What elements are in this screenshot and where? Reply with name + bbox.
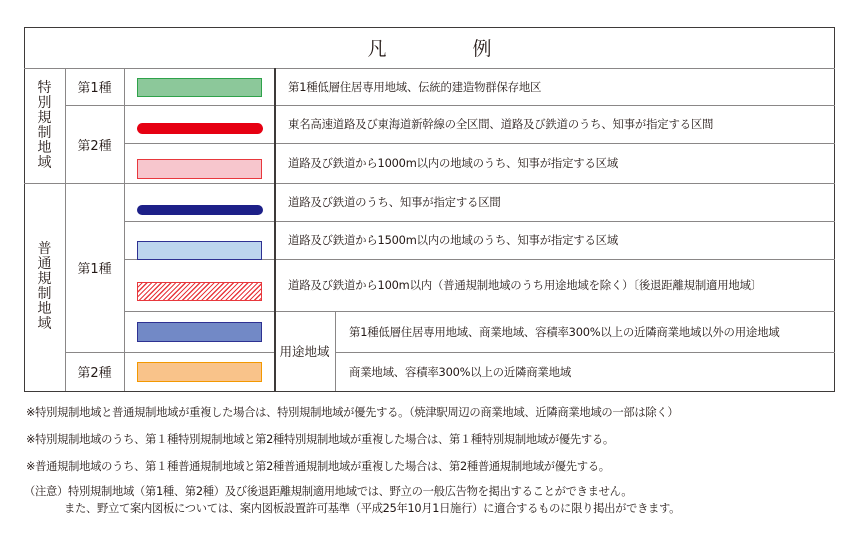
group-label-char: 地 [37,301,52,317]
navy-line-swatch [137,205,263,215]
light-blue-box-swatch [137,241,262,260]
type-label: 第2種 [77,138,112,154]
group-label-char: 域 [37,154,52,171]
type-label: 第1種 [77,81,112,96]
orange-box-swatch [137,362,262,382]
note-line: ※特別規制地域のうち、第１種特別規制地域と第2種特別規制地域が重複した場合は、第１種特別規制地域が優先する。 [26,433,614,446]
legend-description: 第1種低層住居専用地域、商業地域、容積率300%以上の近隣商業地域以外の用途地域 [349,324,780,339]
subgroup-label-youto: 用途地域 [279,344,330,359]
type-label: 第1種 [77,262,112,277]
pink-box-swatch [137,159,262,179]
group-label-special [24,68,65,183]
group-label-normal [24,183,65,391]
title-char-1: 凡 [367,38,387,60]
green-box-swatch [137,78,262,97]
group-label-char: 普 [37,241,52,257]
group-label-char: 制 [37,124,52,141]
divider [124,68,125,391]
group-label-char: 特 [37,79,52,96]
red-line-swatch [137,123,263,134]
group-label-char: 域 [37,316,52,332]
red-hatched-box-swatch [137,282,262,301]
legend-description: 道路及び鉄道から1000m以内の地域のうち、知事が指定する区域 [288,156,619,170]
legend-description: 道路及び鉄道から100m以内（普通規制地域のうち用途地域を除く）〔後退距離規制適用地域〕 [288,278,762,292]
group-label-char: 制 [37,286,52,302]
blue-box-swatch [137,322,262,342]
group-label-char: 規 [37,271,52,287]
group-label-char: 別 [37,94,52,111]
caution-line: （注意）特別規制地域（第1種、第2種）及び後退距離規制適用地域では、野立の一般広告物を掲出することができません。 [24,485,633,498]
title-char-2: 例 [472,38,492,60]
note-line: ※普通規制地域のうち、第１種普通規制地域と第2種普通規制地域が重複した場合は、第2種普通規制地域が優先する。 [26,460,610,473]
caution-line: また、野立て案内図板については、案内図板設置許可基準（平成25年10月1日施行）に適合するものに限り掲出ができます。 [64,502,681,515]
legend-description: 道路及び鉄道から1500m以内の地域のうち、知事が指定する区域 [288,233,619,247]
legend-description: 道路及び鉄道のうち、知事が指定する区間 [288,195,501,209]
group-label-char: 地 [37,139,52,156]
legend-description: 東名高速道路及び東海道新幹線の全区間、道路及び鉄道のうち、知事が指定する区間 [288,117,714,131]
legend-title [24,27,835,68]
legend-description: 第1種低層住居専用地域、伝統的建造物群保存地区 [288,79,542,94]
legend-description: 商業地域、容積率300%以上の近隣商業地域 [349,364,572,379]
group-label-char: 通 [37,256,52,272]
note-line: ※特別規制地域と普通規制地域が重複した場合は、特別規制地域が優先する。（焼津駅周辺の商業地域、近隣商業地域の一部は除く） [26,406,679,419]
type-label: 第2種 [77,366,112,381]
group-label-char: 規 [37,109,52,126]
